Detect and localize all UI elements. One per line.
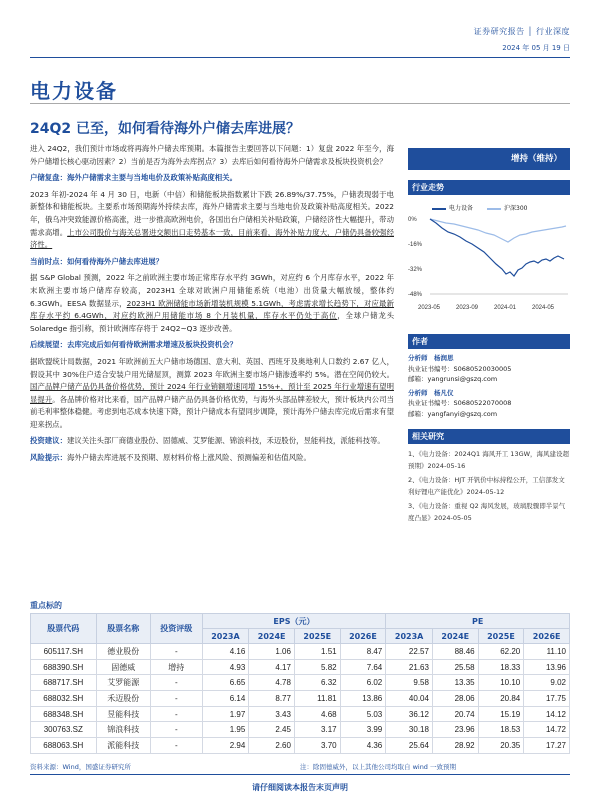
col-year: 2023A <box>386 629 433 644</box>
stock-name: 禾迈股份 <box>96 691 150 707</box>
metric-cell: 4.78 <box>249 675 295 691</box>
metric-cell: 21.63 <box>386 659 433 675</box>
metric-cell: 3.43 <box>249 706 295 722</box>
y-tick: 0% <box>408 217 417 223</box>
stock-rating: 增持 <box>151 659 203 675</box>
metric-cell: 13.96 <box>524 659 570 675</box>
report-date: 2024 年 05 月 19 日 <box>502 44 570 52</box>
metric-cell: 17.27 <box>524 738 570 754</box>
metric-cell: 14.12 <box>524 706 570 722</box>
stock-name: 派能科技 <box>96 738 150 754</box>
related-item[interactable]: 2、《电力设备：HJT 开钒价中标持程公开，工信部发文利好锂电产能优化》2024-05-12 <box>408 476 565 496</box>
col-year: 2026E <box>524 629 570 644</box>
metric-cell: 15.19 <box>478 706 524 722</box>
metric-cell: 36.12 <box>386 706 433 722</box>
text: 。各品牌价格对比来看，国产品牌户储产品仍具备价格优势，与海外头部品牌差较大，预计板块内公司当前毛利率整体稳健。考虑到电芯成本快速下降，预计户储成本有望同步调降，预计海外户储去库完成后需求有望迎来拐点。 <box>30 394 394 429</box>
main-body <box>30 143 394 469</box>
analyst-name: 杨凡仪 <box>434 388 454 397</box>
metric-cell: 28.06 <box>432 691 478 707</box>
section-head: 当前时点： <box>30 256 67 266</box>
trend-chart-svg <box>408 214 570 324</box>
metric-cell: 17.75 <box>524 691 570 707</box>
metric-cell: 20.35 <box>478 738 524 754</box>
analyst-email: 邮箱：yangrunsi@gszq.com <box>408 375 498 383</box>
metric-cell: 13.35 <box>432 675 478 691</box>
metric-cell: 2.60 <box>249 738 295 754</box>
text: 据欧盟统计局数据，2021 年欧洲前五大户储市场德国、意大利、英国、西班牙及奥地利人口数约 2.67 亿人，假设其中 30%住户适合安装户用光储屋顶，测算 2023 年欧洲主要市场户储渗透率约 5%。潜在空间仍较大。 <box>30 356 394 379</box>
text: 据 S&P Global 预测，2022 年之前欧洲主要市场正常库存水平约 3GWh，对应约 6 个月库存水平，2022 年末欧洲主要市场户储库存较高，2023H1 全球对欧洲户用储能系统（电池）出货量大幅放缓，整体约 6.3GWh。EESA 数据显示， <box>30 273 394 308</box>
source-note: 资料来源：Wind，国盛证券研究所 <box>30 763 131 771</box>
metric-cell: 2.45 <box>249 722 295 738</box>
metric-cell: 30.18 <box>386 722 433 738</box>
metric-cell: 1.97 <box>202 706 249 722</box>
stock-rating: - <box>151 675 203 691</box>
recap-paragraph <box>30 189 394 252</box>
table-row <box>31 659 570 675</box>
col-year: 2025E <box>478 629 524 644</box>
metric-cell: 6.02 <box>340 675 386 691</box>
x-tick: 2024-05 <box>532 305 555 311</box>
table-row <box>31 738 570 754</box>
metric-cell: 4.36 <box>340 738 386 754</box>
col-year: 2023A <box>202 629 249 644</box>
divider <box>30 57 570 58</box>
metric-cell: 20.74 <box>432 706 478 722</box>
stock-code: 300763.SZ <box>31 722 97 738</box>
table-note: 注：除固德威外，以上其他公司均取自 wind 一致预期 <box>300 763 456 771</box>
disclaimer: 请仔细阅读本报告末页声明 <box>252 783 348 792</box>
hs300-line <box>430 219 566 242</box>
table-row <box>31 644 570 660</box>
section-head: 风险提示： <box>30 453 67 463</box>
metric-cell: 8.77 <box>249 691 295 707</box>
metric-cell: 18.53 <box>478 722 524 738</box>
underlined-text: 国产品牌户储产品仍具备价格优势，预计 2024 年行业销额增速同增 15%+，预计至 2025 年行业增速有望明显提升 <box>30 382 394 404</box>
now-paragraph <box>30 272 394 335</box>
metric-cell: 5.82 <box>294 659 340 675</box>
metric-cell: 6.14 <box>202 691 249 707</box>
author-section-title: 作者 <box>408 334 570 349</box>
metric-cell: 4.17 <box>249 659 295 675</box>
rating-badge: 增持（维持） <box>408 148 570 170</box>
stock-code: 688032.SH <box>31 691 97 707</box>
chart-legend <box>432 203 570 212</box>
section-sub: 如何看待海外户储去库进展？ <box>66 256 164 266</box>
table-title: 重点标的 <box>30 601 62 610</box>
intro-paragraph: 进入 24Q2，我们预计市场或将再海外户储去库预期。本篇报告主要回答以下问题：1）复盘 2022 年至今，海外户储增长核心驱动因素？2）当前是否为海外去库拐点？3）去库后如何看待海外户储需求及板块投资机会？ <box>30 144 394 166</box>
metric-cell: 6.65 <box>202 675 249 691</box>
table-row <box>31 722 570 738</box>
text: ，全球户储龙头 Solaredge 指引称，预计欧洲库存将于 24Q2~Q3 逐步改善。 <box>30 311 394 333</box>
metric-cell: 11.10 <box>524 644 570 660</box>
analyst-name: 杨润思 <box>434 354 454 362</box>
metric-cell: 9.02 <box>524 675 570 691</box>
legend-label: 电力设备 <box>449 205 474 212</box>
metric-cell: 25.58 <box>432 659 478 675</box>
metric-cell: 28.92 <box>432 738 478 754</box>
related-list <box>408 448 570 524</box>
metric-cell: 2.94 <box>202 738 249 754</box>
author-2 <box>408 388 570 399</box>
metric-cell: 3.70 <box>294 738 340 754</box>
legend-item-hs300 <box>487 203 527 212</box>
trend-chart <box>408 214 570 324</box>
section-recap <box>30 172 394 185</box>
metric-cell: 4.93 <box>202 659 249 675</box>
metric-cell: 5.03 <box>340 706 386 722</box>
industry-title: 电力设备 <box>30 79 118 103</box>
x-tick: 2024-01 <box>494 305 517 311</box>
y-tick: -48% <box>408 292 423 298</box>
metric-cell: 88.46 <box>432 644 478 660</box>
stock-code: 688348.SH <box>31 706 97 722</box>
section-head: 后续展望： <box>30 340 67 350</box>
metric-cell: 3.17 <box>294 722 340 738</box>
divider <box>30 103 570 104</box>
col-year: 2025E <box>294 629 340 644</box>
metric-cell: 6.32 <box>294 675 340 691</box>
metric-cell: 14.72 <box>524 722 570 738</box>
x-tick: 2023-05 <box>418 305 441 311</box>
report-type: 证券研究报告 │ 行业深度 <box>473 27 570 36</box>
stock-rating: - <box>151 706 203 722</box>
related-section-title: 相关研究 <box>408 429 570 444</box>
sidebar <box>408 143 570 524</box>
investment-paragraph <box>30 435 394 448</box>
metric-cell: 1.06 <box>249 644 295 660</box>
stock-code: 605117.SH <box>31 644 97 660</box>
stock-code: 688063.SH <box>31 738 97 754</box>
col-year: 2024E <box>249 629 295 644</box>
stock-code: 688390.SH <box>31 659 97 675</box>
col-name: 股票名称 <box>96 614 150 644</box>
analyst-cert: 执业证书编号：S0680522070008 <box>408 399 512 407</box>
legend-item-index <box>432 203 473 212</box>
stock-name: 艾罗能源 <box>96 675 150 691</box>
section-outlook <box>30 339 394 352</box>
metric-cell: 13.86 <box>340 691 386 707</box>
stock-code: 688717.SH <box>31 675 97 691</box>
risk-paragraph <box>30 452 394 465</box>
stock-name: 固德威 <box>96 659 150 675</box>
table-row <box>31 675 570 691</box>
metric-cell: 62.20 <box>478 644 524 660</box>
text: 2023 年初-2024 年 4 月 30 日，电新（中信）和储能板块指数累计下跌 26.89%/37.75%，户储表现弱于电新整体和储能板块。主要系市场预期海外持续去库，海外户储需求主要与当地电价及政策补贴高度相关。2022 年，俄乌冲突致能源价格高涨，进一步推高欧洲电价，各国出台户储相关补贴政策，户储经济性大幅提升，带动需求高增。 <box>30 189 394 237</box>
y-tick: -32% <box>408 267 423 273</box>
metric-cell: 25.64 <box>386 738 433 754</box>
metric-cell: 3.99 <box>340 722 386 738</box>
text: 海外户储去库进展不及预期、原材料价格上涨风险、预测偏差和估值风险。 <box>66 453 311 463</box>
metric-cell: 22.57 <box>386 644 433 660</box>
metric-cell: 10.10 <box>478 675 524 691</box>
divider <box>30 774 570 775</box>
col-pe: PE <box>386 614 570 629</box>
stock-rating: - <box>151 644 203 660</box>
metric-cell: 11.81 <box>294 691 340 707</box>
section-now <box>30 256 394 269</box>
table-row <box>31 706 570 722</box>
legend-label: 沪深300 <box>504 205 528 212</box>
stock-rating: - <box>151 691 203 707</box>
analyst-email: 邮箱：yangfanyi@gszq.com <box>408 409 498 418</box>
stock-name: 昱能科技 <box>96 706 150 722</box>
metric-cell: 4.16 <box>202 644 249 660</box>
report-title: 24Q2 已至，如何看待海外户储去库进展？ <box>30 121 300 137</box>
metric-cell: 20.84 <box>478 691 524 707</box>
outlook-paragraph <box>30 356 394 432</box>
related-item[interactable]: 1、《电力设备：2024Q1 海风开工 13GW，海风建设超预期》2024-05-16 <box>408 450 570 470</box>
analyst-label: 分析师 <box>408 388 428 397</box>
metric-cell: 8.47 <box>340 644 386 660</box>
metric-cell: 40.04 <box>386 691 433 707</box>
metric-cell: 1.51 <box>294 644 340 660</box>
analyst-label: 分析师 <box>408 354 428 362</box>
author-1 <box>408 353 570 364</box>
underlined-text: 上市公司股价与海关总署进交额出口走势基本一致，目前来看，海外补贴力度大，户储仍具备较强经济性。 <box>30 227 394 250</box>
author-block <box>408 353 570 419</box>
table-row <box>31 691 570 707</box>
related-item[interactable]: 3、《电力设备：重视 Q2 海风发展，玻璃股骤即半景气度凸显》2024-05-05 <box>408 502 566 522</box>
index-line <box>430 219 564 276</box>
y-tick: -16% <box>408 242 423 248</box>
text: 建议关注头部厂商德业股份、固德威、艾罗能源、锦浪科技，禾迈股份，昱能科技，派能科技等。 <box>66 436 385 446</box>
x-tick: 2023-09 <box>456 305 479 311</box>
stock-rating: - <box>151 722 203 738</box>
metric-cell: 23.96 <box>432 722 478 738</box>
metric-cell: 7.64 <box>340 659 386 675</box>
section-head: 投资建议： <box>30 436 67 446</box>
col-year: 2026E <box>340 629 386 644</box>
stock-name: 锦浪科技 <box>96 722 150 738</box>
trend-section-title: 行业走势 <box>408 180 570 195</box>
stock-table <box>30 613 570 754</box>
col-eps: EPS（元） <box>202 614 386 629</box>
col-rating: 投资评级 <box>151 614 203 644</box>
section-head: 户储复盘： <box>30 173 67 183</box>
section-sub: 海外户储需求主要与当地电价及政策补贴高度相关。 <box>66 173 237 183</box>
metric-cell: 1.95 <box>202 722 249 738</box>
metric-cell: 4.68 <box>294 706 340 722</box>
analyst-cert: 执业证书编号：S0680520030005 <box>408 364 512 373</box>
stock-name: 德业股份 <box>96 644 150 660</box>
stock-rating: - <box>151 738 203 754</box>
col-year: 2024E <box>432 629 478 644</box>
metric-cell: 9.58 <box>386 675 433 691</box>
section-sub: 去库完成后如何看待欧洲需求增速及板块投资机会？ <box>66 340 237 350</box>
underlined-text: 2023H1 欧洲储能市场新增装机规模 5.1GWh，考虑需求增长趋势下，对应最新库存水平约 6.4GWh，对应约欧洲户用储能市场 8 个月装机量，库存水平仍处于高位 <box>30 298 395 321</box>
metric-cell: 18.33 <box>478 659 524 675</box>
col-code: 股票代码 <box>31 614 97 644</box>
